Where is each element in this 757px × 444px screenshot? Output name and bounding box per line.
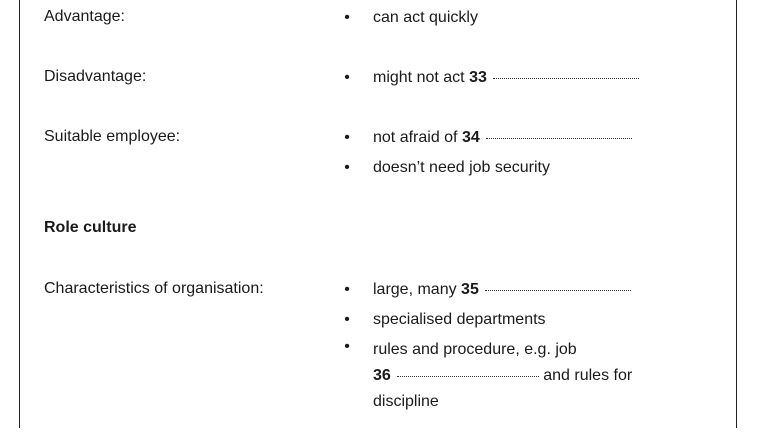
characteristics-item-1 (373, 280, 631, 300)
item-text-line-1: rules and procedure, e.g. job (373, 341, 577, 358)
bullet-icon: • (344, 281, 350, 298)
item-text-line-2: and rules for (543, 367, 633, 384)
item-text: not afraid of (373, 129, 458, 146)
bullet-icon: • (344, 311, 350, 328)
bullet-icon: • (344, 9, 350, 26)
suitable-employee-item-2: doesn’t need job security (373, 159, 550, 176)
question-number-34: 34 (461, 129, 480, 146)
answer-blank-36[interactable] (397, 376, 539, 377)
characteristics-item-3 (373, 337, 632, 415)
characteristics-item-2: specialised departments (373, 311, 546, 328)
characteristics-label: Characteristics of organisation: (44, 280, 264, 297)
suitable-employee-item-1 (373, 128, 632, 148)
advantage-item-1: can act quickly (373, 9, 478, 26)
item-text-line-3: discipline (373, 393, 439, 410)
list-item (341, 337, 632, 415)
question-number-33: 33 (469, 69, 487, 86)
bullet-icon: • (344, 69, 350, 86)
bullet-icon: • (344, 159, 350, 176)
disadvantage-item-1 (373, 68, 639, 88)
question-number-35: 35 (461, 281, 479, 298)
answer-blank-35[interactable] (485, 290, 631, 291)
item-text: large, many (373, 281, 457, 298)
characteristics-bullets (341, 280, 632, 415)
advantage-label: Advantage: (44, 8, 125, 25)
section-heading: Role culture (44, 219, 137, 236)
list-item (341, 310, 632, 340)
list-item (341, 280, 632, 310)
item-text: might not act (373, 69, 465, 86)
suitable-employee-label: Suitable employee: (44, 128, 181, 145)
disadvantage-label: Disadvantage: (44, 68, 147, 85)
bullet-icon: • (344, 338, 350, 355)
question-number-36: 36 (373, 367, 391, 384)
answer-blank-34[interactable] (486, 138, 632, 139)
answer-blank-33[interactable] (493, 78, 639, 79)
bullet-icon: • (344, 129, 350, 146)
